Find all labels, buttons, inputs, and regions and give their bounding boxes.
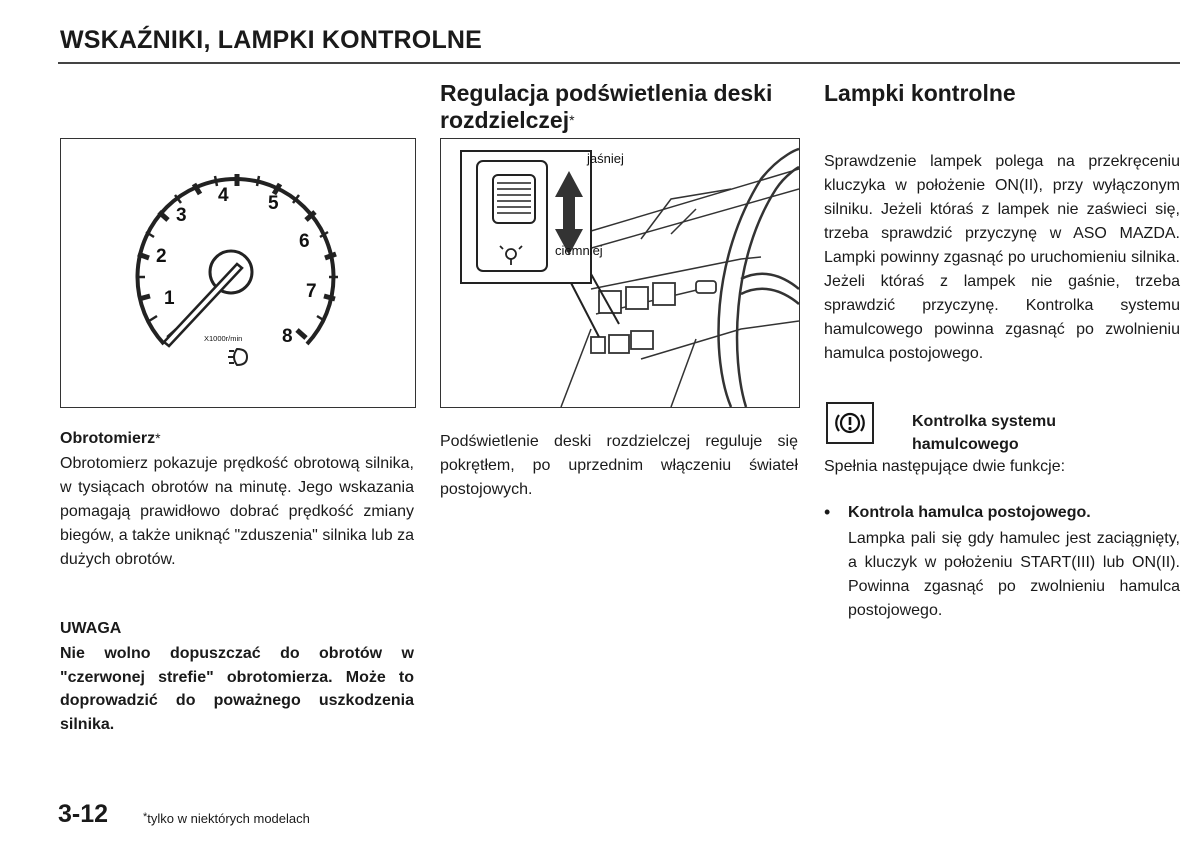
brake-warning-box — [826, 402, 874, 444]
warning-label: UWAGA — [60, 620, 122, 637]
dial-number-2: 2 — [156, 246, 167, 267]
dial-number-6: 6 — [299, 231, 310, 252]
tachometer-figure — [60, 138, 416, 408]
tachometer-title: Obrotomierz* — [60, 430, 161, 447]
dial-number-1: 1 — [164, 288, 175, 309]
dimmer-title: Regulacja podświetlenia deski rozdzielczej* — [440, 80, 773, 133]
bullet-dot: • — [824, 502, 831, 522]
bullet-text: Lampka pali się gdy hamulec jest zaciągnięty, a kluczyk w położeniu START(III) lub ON(II). Powinna zgasnąć po zwolnieniu hamulca postojowego. — [848, 530, 1180, 619]
label-brighter: jaśniej — [587, 151, 624, 166]
header-rule — [58, 62, 1180, 64]
dimmer-knob — [493, 175, 535, 223]
dial-ticks — [138, 174, 336, 338]
lamps-intro: Sprawdzenie lampek polega na przekręceniu kluczyka w położenie ON(II), przy wyłączonym silniku. Jeżeli któraś z lampek nie zaświeci się, trzeba sprawdzić przyczynę w ASO MAZDA. Lampki powinny zgasnąć po uruchomieniu silnika. Jeżeli któraś z lampek nie gaśnie, trzeba sprawdzić przyczynę. Kontrolka systemu hamulcowego powinna zgasnąć po zwolnieniu hamulca postojowego. — [824, 153, 1180, 362]
page-title: WSKAŹNIKI, LAMPKI KONTROLNE — [60, 26, 483, 54]
dial-arc — [138, 179, 334, 344]
lamps-title: Lampki kontrolne — [824, 80, 1016, 106]
brake-warning-icon — [834, 409, 866, 437]
dial-number-4: 4 — [218, 185, 229, 206]
brake-lead: Spełnia następujące dwie funkcje: — [824, 458, 1066, 475]
label-darker: ciemniej — [555, 243, 603, 258]
tachometer-illustration — [61, 139, 415, 407]
dial-illumination-icon — [228, 349, 247, 365]
dial-number-3: 3 — [176, 205, 187, 226]
tachometer-description: Obrotomierz pokazuje prędkość obrotową silnika, w tysiącach obrotów na minutę. Jego wskazania pomagają prawidłowo dobrać prędkość zmiany biegów, a także uniknąć "zduszenia" silnika lub za dużych obrotów. — [60, 455, 414, 568]
dashboard-illustration — [441, 139, 799, 407]
dial-number-5: 5 — [268, 193, 279, 214]
steering-wheel — [719, 149, 799, 407]
dimmer-figure — [440, 138, 800, 408]
footer-note: *tylko w niektórych modelach — [143, 811, 310, 826]
dial-unit-label: X1000r/min — [204, 334, 243, 343]
brake-title: Kontrolka systemu hamulcowego — [912, 413, 1057, 453]
dimmer-description: Podświetlenie deski rozdzielczej reguluje się pokrętłem, po uprzednim włączeniu świateł postojowych. — [440, 433, 798, 498]
bullet-title: Kontrola hamulca postojowego. — [848, 504, 1091, 521]
warning-text: Nie wolno dopuszczać do obrotów w "czerwonej strefie" obrotomierza. Może to doprowadzić do poważnego uszkodzenia silnika. — [60, 645, 414, 733]
dial-number-7: 7 — [306, 281, 317, 302]
page-number: 3-12 — [58, 800, 109, 828]
dial-number-8: 8 — [282, 326, 293, 347]
